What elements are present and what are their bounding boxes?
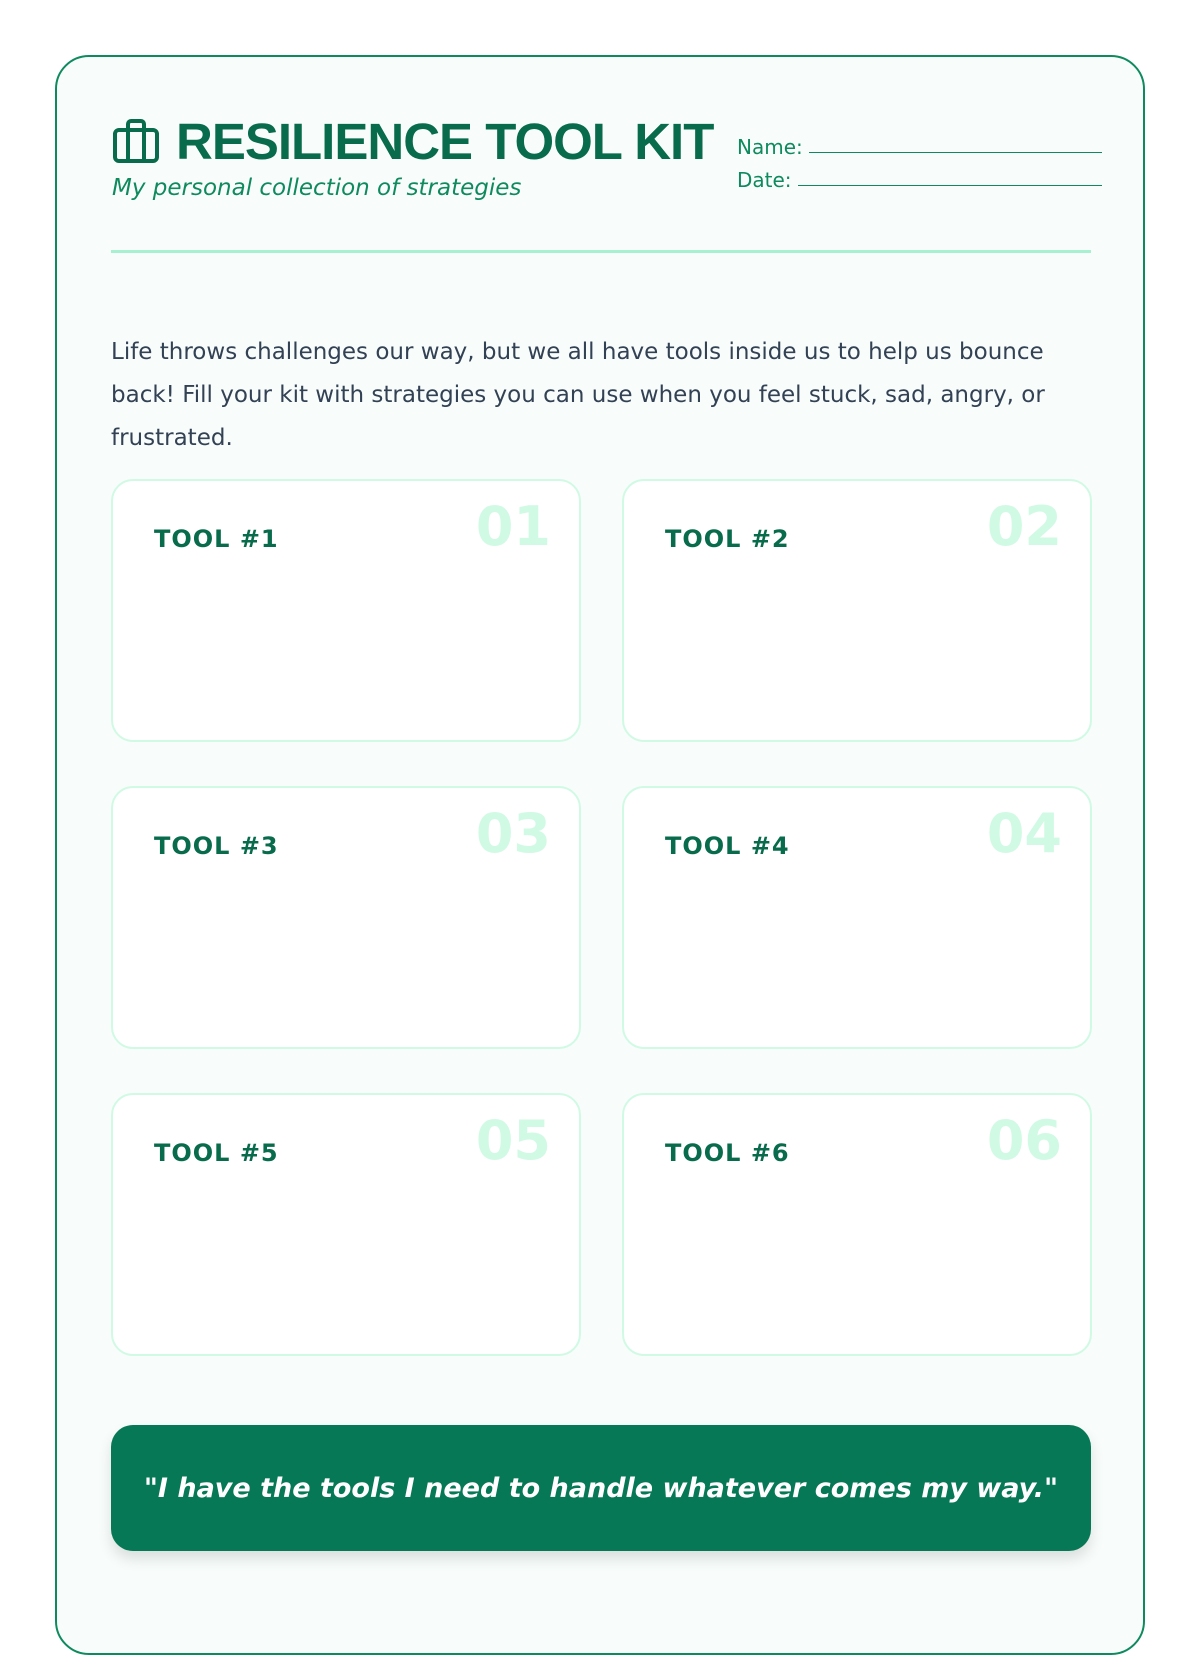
affirmation-banner [111, 1425, 1091, 1551]
tool-number: 01 [475, 495, 551, 558]
tool-label: TOOL #6 [665, 1139, 790, 1167]
title-row [112, 110, 713, 172]
date-field[interactable] [737, 159, 1102, 192]
tool-label: TOOL #1 [154, 525, 279, 553]
tool-number: 04 [986, 802, 1062, 865]
tool-label: TOOL #3 [154, 832, 279, 860]
tool-card-5[interactable] [111, 1093, 581, 1356]
tool-label: TOOL #2 [665, 525, 790, 553]
tool-card-1[interactable] [111, 479, 581, 742]
tool-label: TOOL #4 [665, 832, 790, 860]
affirmation-quote: "I have the tools I need to handle whatever comes my way." [143, 1472, 1059, 1504]
tool-card-6[interactable] [622, 1093, 1092, 1356]
date-line[interactable] [798, 185, 1102, 186]
tool-number: 02 [986, 495, 1062, 558]
tool-card-4[interactable] [622, 786, 1092, 1049]
header-divider [111, 250, 1091, 253]
tool-card-3[interactable] [111, 786, 581, 1049]
name-label: Name: [737, 135, 803, 159]
intro-paragraph: Life throws challenges our way, but we all have tools inside us to help us bounce back! Fill your kit with strategies you can use when you feel stuck, sad, angry, or frustrated. [111, 339, 1045, 451]
tool-number: 03 [475, 802, 551, 865]
worksheet-header [112, 110, 1102, 210]
tool-number: 06 [986, 1109, 1062, 1172]
name-date-fields [737, 126, 1102, 192]
page-title: RESILIENCE TOOL KIT [176, 112, 714, 170]
date-label: Date: [737, 168, 792, 192]
name-field[interactable] [737, 126, 1102, 159]
tool-card-2[interactable] [622, 479, 1092, 742]
tool-number: 05 [475, 1109, 551, 1172]
toolkit-icon [112, 117, 160, 165]
tool-label: TOOL #5 [154, 1139, 279, 1167]
page-subtitle: My personal collection of strategies [112, 175, 522, 201]
name-line[interactable] [809, 152, 1102, 153]
